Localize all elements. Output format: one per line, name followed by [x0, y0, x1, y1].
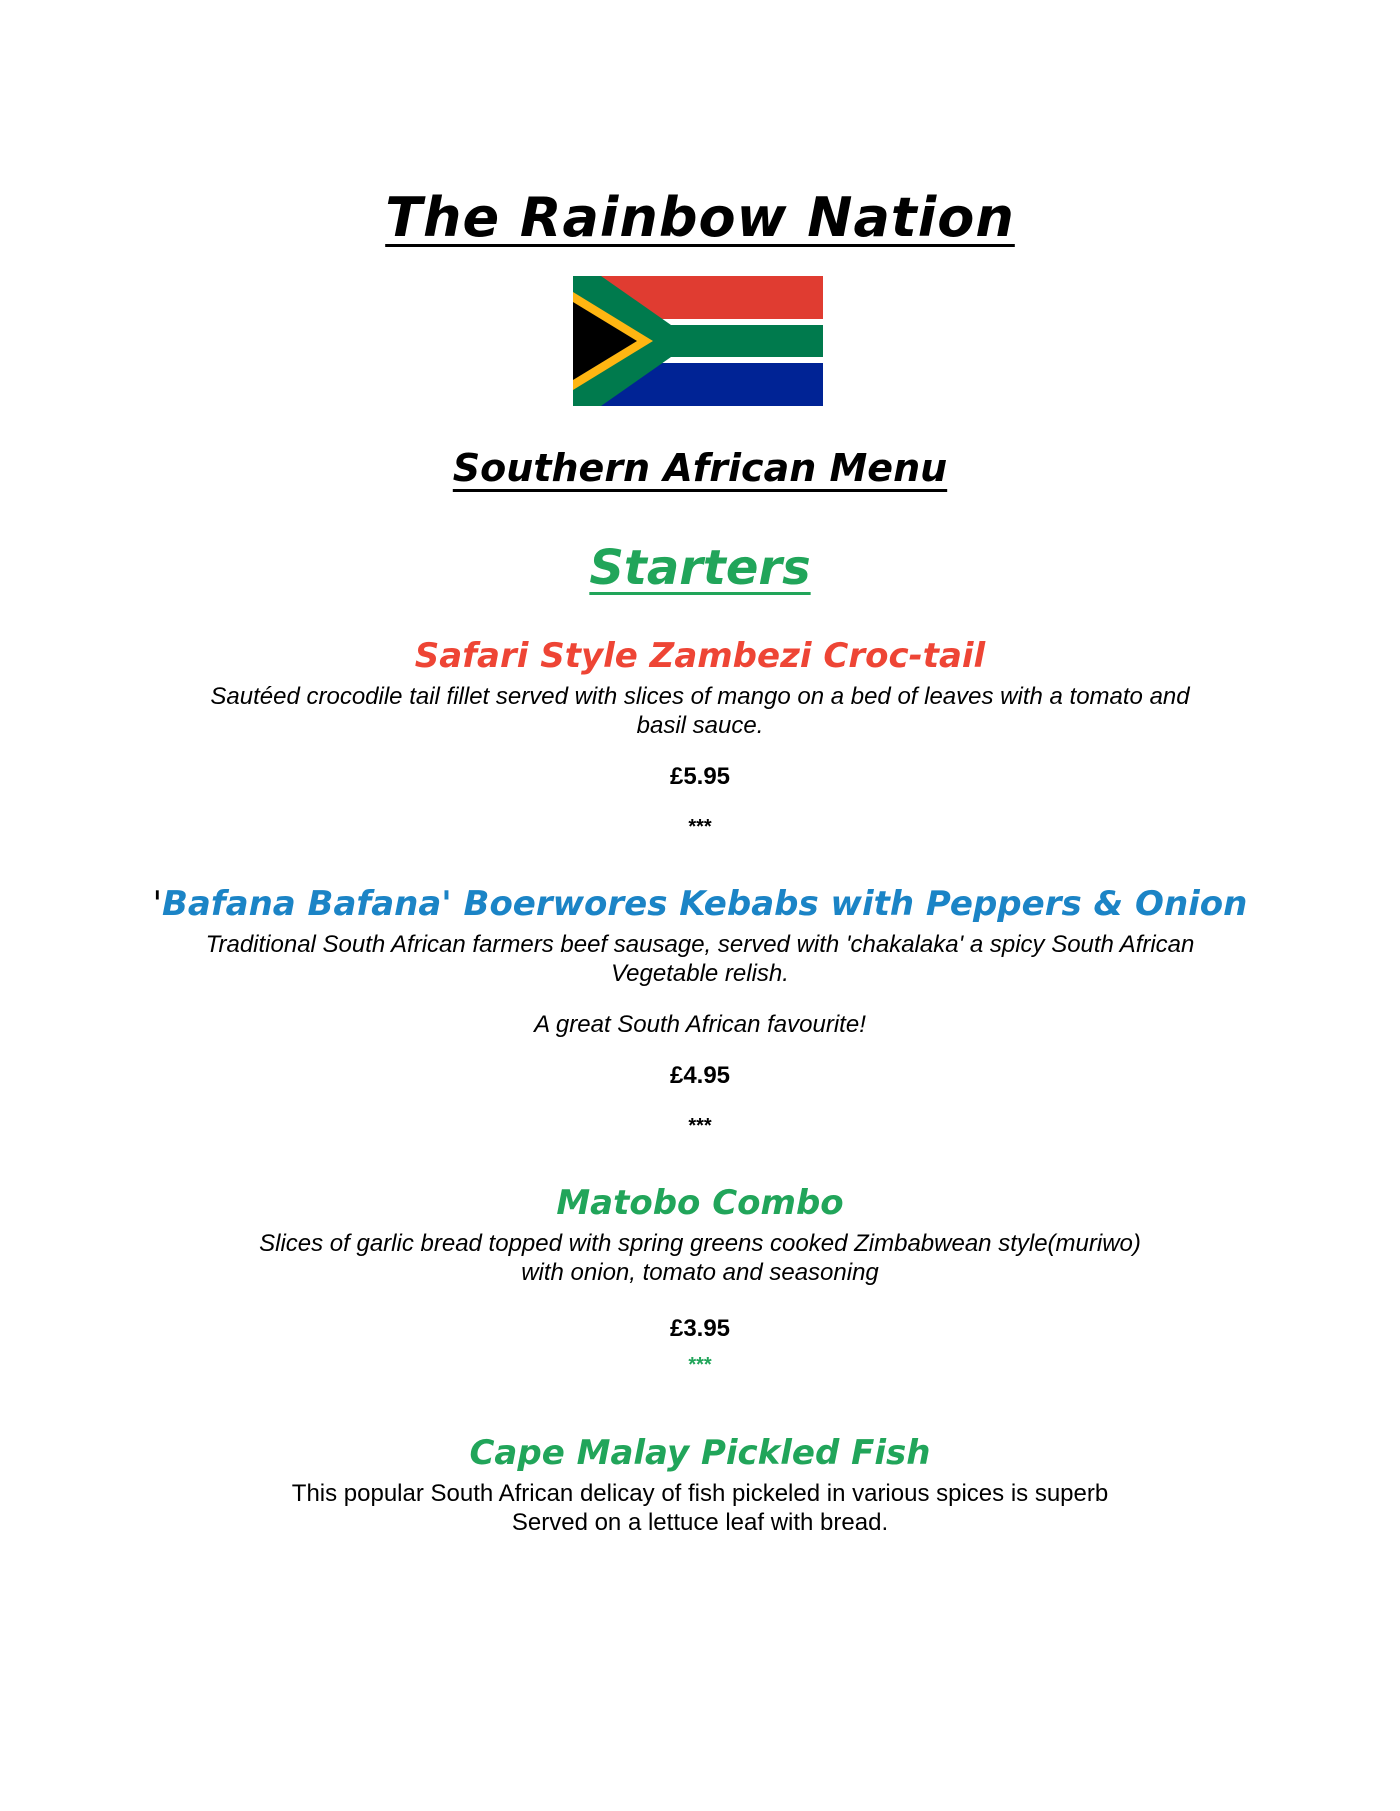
dish-name-text: Bafana Bafana' Boerwores Kebabs with Peppers & Onion	[161, 884, 1248, 924]
dish-description: Served on a lettuce leaf with bread.	[511, 1509, 889, 1536]
dish-separator: ***	[688, 1354, 712, 1376]
section-heading-starters: Starters	[589, 540, 811, 596]
menu-subtitle: Southern African Menu	[452, 446, 948, 490]
dish-description: with onion, tomato and seasoning	[521, 1259, 879, 1286]
dish-description: Traditional South African farmers beef sausage, served with 'chakalaka' a spicy South African	[205, 931, 1195, 958]
dish-name: Safari Style Zambezi Croc-tail	[414, 636, 986, 676]
dish-description: basil sauce.	[636, 712, 764, 739]
dish-price: £3.95	[669, 1315, 731, 1342]
dish-separator: ***	[688, 1115, 712, 1137]
dish-description: Sautéed crocodile tail fillet served with slices of mango on a bed of leaves with a tomato and	[210, 683, 1190, 710]
dish-separator: ***	[688, 816, 712, 838]
dish-name-prefix: '	[152, 884, 162, 924]
dish-name: Cape Malay Pickled Fish	[469, 1433, 931, 1473]
south-africa-flag-icon	[573, 276, 823, 406]
dish-note: A great South African favourite!	[534, 1011, 866, 1038]
dish-name	[0, 884, 1400, 924]
dish-price: £4.95	[669, 1062, 731, 1089]
dish-description: Slices of garlic bread topped with spring greens cooked Zimbabwean style(muriwo)	[259, 1230, 1141, 1257]
dish-description: This popular South African delicay of fish pickeled in various spices is superb	[291, 1480, 1109, 1507]
menu-title: The Rainbow Nation	[385, 186, 1015, 249]
dish-description: Vegetable relish.	[611, 960, 789, 987]
dish-price: £5.95	[669, 763, 731, 790]
dish-name: Matobo Combo	[556, 1183, 844, 1223]
